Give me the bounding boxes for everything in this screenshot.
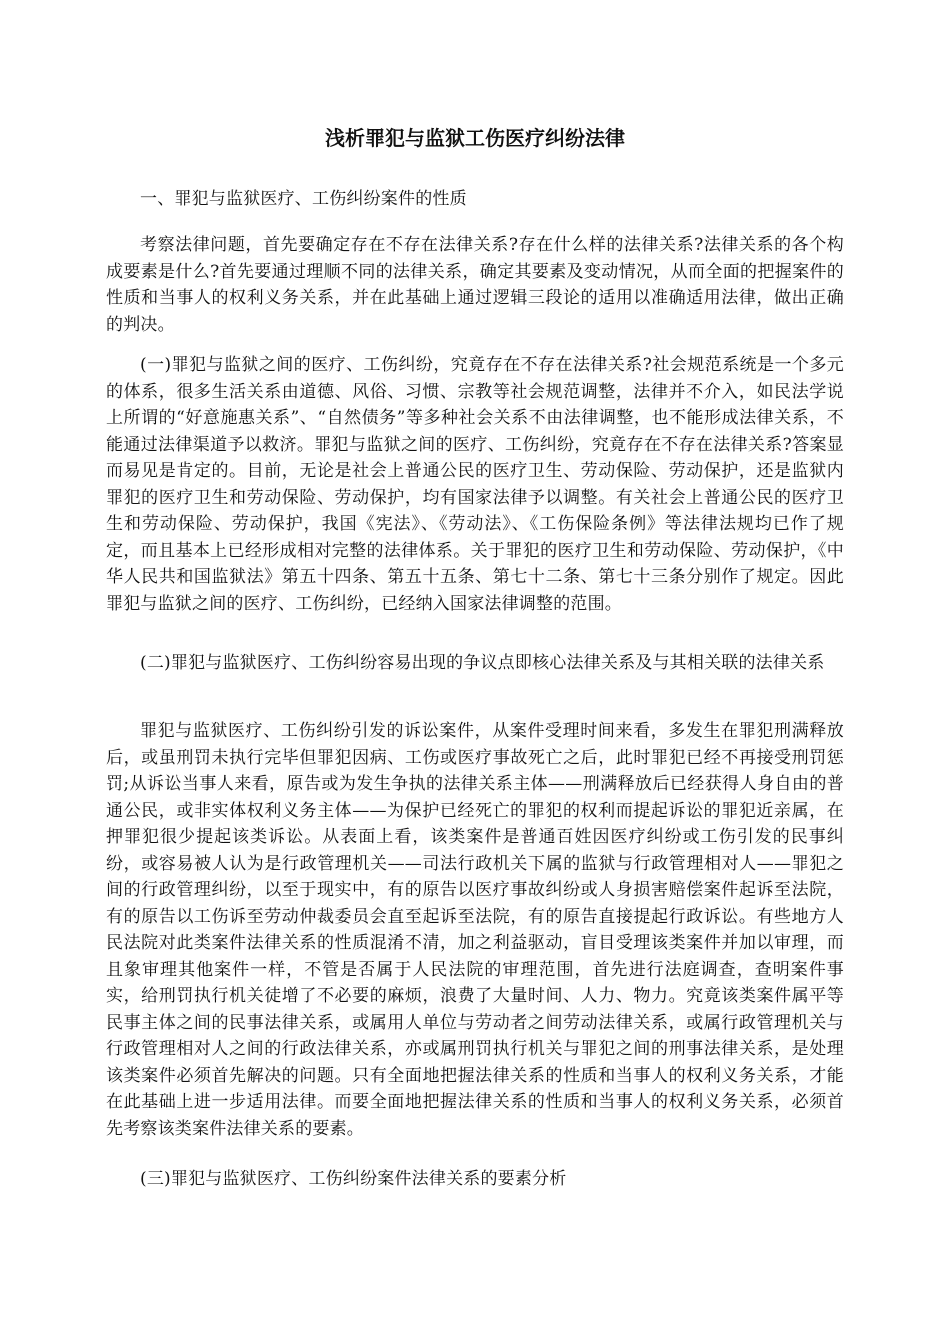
paragraph-intro: 考察法律问题，首先要确定存在不存在法律关系?存在什么样的法律关系?法律关系的各个构成要素是什么?首先要通过理顺不同的法律关系，确定其要素及变动情况，从而全面的把握案件的性质和当事人的权利义务关系，并在此基础上通过逻辑三段论的适用以准确适用法律，做出正确的判决。 — [106, 235, 844, 335]
paragraph-subsection-1: (一)罪犯与监狱之间的医疗、工伤纠纷，究竟存在不存在法律关系?社会规范系统是一个多元的体系，很多生活关系由道德、风俗、习惯、宗教等社会规范调整，法律并不介入，如民法学说上所谓的“好意施惠关系”、“自然债务”等多种社会关系不由法律调整，也不能形成法律关系，不能通过法律渠道予以救济。罪犯与监狱之间的医疗、工伤纠纷，究竟存在不存在法律关系?答案显而易见是肯定的。目前，无论是社会上普通公民的医疗卫生、劳动保险、劳动保护，还是监狱内罪犯的医疗卫生和劳动保险、劳动保护，均有国家法律予以调整。有关社会上普通公民的医疗卫生和劳动保险、劳动保护，我国《宪法》、《劳动法》、《工伤保险条例》等法律法规均已作了规定，而且基本上已经形成相对完整的法律体系。关于罪犯的医疗卫生和劳动保险、劳动保护，《中华人民共和国监狱法》第五十四条、第五十五条、第七十二条、第七十三条分别作了规定。因此罪犯与监狱之间的医疗、工伤纠纷，已经纳入国家法律调整的范围。 — [106, 355, 844, 614]
subsection-heading-2: (二)罪犯与监狱医疗、工伤纠纷容易出现的争议点即核心法律关系及与其相关联的法律关系 — [140, 653, 825, 673]
document-page — [106, 0, 844, 1344]
subsection-heading-3: (三)罪犯与监狱医疗、工伤纠纷案件法律关系的要素分析 — [140, 1169, 567, 1189]
paragraph-subsection-2: 罪犯与监狱医疗、工伤纠纷引发的诉讼案件，从案件受理时间来看，多发生在罪犯刑满释放后，或虽刑罚未执行完毕但罪犯因病、工伤或医疗事故死亡之后，此时罪犯已经不再接受刑罚惩罚;从诉讼当事人来看，原告或为发生争执的法律关系主体——刑满释放后已经获得人身自由的普通公民，或非实体权利义务主体——为保护已经死亡的罪犯的权利而提起诉讼的罪犯近亲属，在押罪犯很少提起该类诉讼。从表面上看，该类案件是普通百姓因医疗纠纷或工伤引发的民事纠纷，或容易被人认为是行政管理机关——司法行政机关下属的监狱与行政管理相对人——罪犯之间的行政管理纠纷，以至于现实中，有的原告以医疗事故纠纷或人身损害赔偿案件起诉至法院，有的原告以工伤诉至劳动仲裁委员会直至起诉至法院，有的原告直接提起行政诉讼。有些地方人民法院对此类案件法律关系的性质混淆不清，加之利益驱动，盲目受理该类案件并加以审理，而且象审理其他案件一样，不管是否属于人民法院的审理范围，首先进行法庭调查，查明案件事实，给刑罚执行机关徒增了不必要的麻烦，浪费了大量时间、人力、物力。究竟该类案件属平等民事主体之间的民事法律关系，或属用人单位与劳动者之间劳动法律关系，或属行政管理机关与行政管理相对人之间的行政法律关系，亦或属刑罚执行机关与罪犯之间的刑事法律关系，是处理该类案件必须首先解决的问题。只有全面地把握法律关系的性质和当事人的权利义务关系，才能在此基础上进一步适用法律。而要全面地把握法律关系的性质和当事人的权利义务关系，必须首先考察该类案件法律关系的要素。 — [106, 721, 844, 1139]
document-title: 浅析罪犯与监狱工伤医疗纠纷法律 — [325, 126, 625, 150]
section-heading-1: 一、罪犯与监狱医疗、工伤纠纷案件的性质 — [140, 189, 467, 209]
